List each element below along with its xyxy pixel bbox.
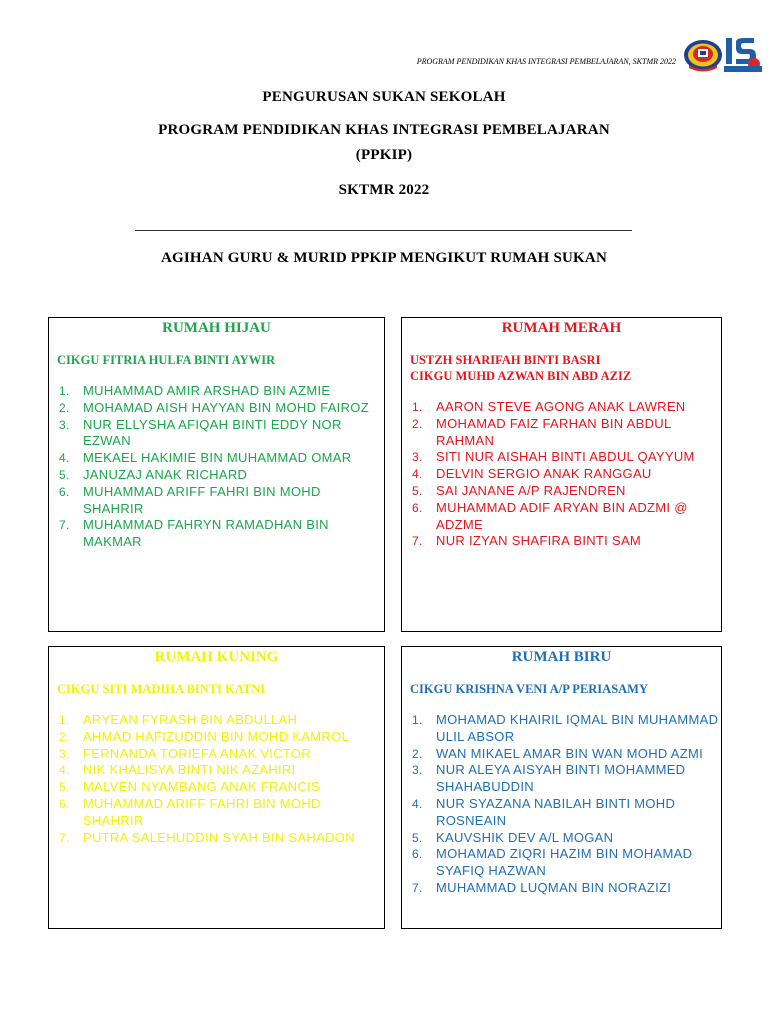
student-list-biru bbox=[402, 712, 721, 897]
list-item: 5. KAUVSHIK DEV A/L MOGAN bbox=[412, 829, 614, 845]
title-sktmr: SKTMR 2022 bbox=[338, 182, 430, 198]
list-item: 7. NUR IZYAN SHAFIRA BINTI SAM bbox=[412, 533, 642, 549]
student-name: NUR IZYAN SHAFIRA BINTI SAM bbox=[436, 533, 642, 549]
list-item: 4. NUR SYAZANA NABILAH BINTI MOHD ROSNEAIN bbox=[412, 795, 676, 828]
student-name: MOHAMAD AISH HAYYAN BIN MOHD FAIROZ bbox=[83, 399, 369, 415]
title-ppkip: (PPKIP) bbox=[355, 147, 413, 163]
list-item: 3. SITI NUR AISHAH BINTI ABDUL QAYYUM bbox=[412, 449, 695, 465]
teacher-name: CIKGU FITRIA HULFA BINTI AYWIR bbox=[57, 353, 276, 367]
list-item: 2. MOHAMAD FAIZ FARHAN BIN ABDUL RAHMAN bbox=[412, 415, 672, 448]
list-item: 2. AHMAD HAFIZUDDIN BIN MOHD KAMROL bbox=[59, 728, 350, 744]
list-item: 1. MOHAMAD KHAIRIL IQMAL BIN MUHAMMAD ULIL ABSOR bbox=[412, 712, 719, 744]
student-name: MOHAMAD KHAIRIL IQMAL BIN MUHAMMAD ULIL ABSOR bbox=[436, 712, 719, 744]
student-name: MOHAMAD FAIZ FARHAN BIN ABDUL RAHMAN bbox=[436, 415, 672, 448]
house-title-kuning: RUMAH KUNING bbox=[154, 649, 279, 665]
list-item: 3. NUR ELLYSHA AFIQAH BINTI EDDY NOR EZWAN bbox=[59, 416, 342, 449]
student-list-hijau bbox=[49, 383, 384, 551]
horizontal-divider bbox=[135, 230, 632, 231]
student-list-merah bbox=[402, 399, 721, 550]
house-title-merah: RUMAH MERAH bbox=[501, 320, 622, 336]
list-item: 6. MUHAMMAD ARIFF FAHRI BIN MOHD SHAHRIR bbox=[59, 483, 321, 516]
student-name: JANUZAJ ANAK RICHARD bbox=[83, 466, 248, 482]
teacher-name: CIKGU SITI MADIHA BINTI KATNI bbox=[57, 682, 266, 696]
list-item: 7. MUHAMMAD LUQMAN BIN NORAZIZI bbox=[412, 879, 672, 895]
list-item: 7. PUTRA SALEHUDDIN SYAH BIN SAHADON bbox=[59, 829, 355, 845]
list-item: 5. MALVEN NYAMBANG ANAK FRANCIS bbox=[59, 779, 320, 795]
list-item: 7. MUHAMMAD FAHRYN RAMADHAN BIN MAKMAR bbox=[59, 517, 329, 550]
list-item: 2. MOHAMAD AISH HAYYAN BIN MOHD FAIROZ bbox=[59, 399, 369, 415]
student-name: ARYEAN FYRASH BIN ABDULLAH bbox=[83, 712, 298, 727]
title-program: PROGRAM PENDIDIKAN KHAS INTEGRASI PEMBELAJARAN bbox=[158, 122, 610, 138]
list-item: 3. FERNANDA TORIEFA ANAK VICTOR bbox=[59, 745, 312, 761]
student-name: KAUVSHIK DEV A/L MOGAN bbox=[436, 829, 614, 845]
student-name: NUR ALEYA AISYAH BINTI MOHAMMED SHAHABUDDIN bbox=[436, 762, 686, 795]
house-title-biru: RUMAH BIRU bbox=[511, 649, 612, 665]
list-item: 3. NUR ALEYA AISYAH BINTI MOHAMMED SHAHABUDDIN bbox=[412, 762, 686, 795]
student-name: PUTRA SALEHUDDIN SYAH BIN SAHADON bbox=[83, 829, 355, 845]
teacher-name: CIKGU KRISHNA VENI A/P PERIASAMY bbox=[410, 682, 649, 696]
student-name: DELVIN SERGIO ANAK RANGGAU bbox=[436, 466, 652, 482]
list-item: 5. JANUZAJ ANAK RICHARD bbox=[59, 466, 248, 482]
program-badge-logo bbox=[724, 34, 762, 74]
student-name: MUHAMMAD FAHRYN RAMADHAN BIN MAKMAR bbox=[83, 517, 329, 550]
list-item: 1. AARON STEVE AGONG ANAK LAWREN bbox=[412, 399, 686, 414]
student-name: SITI NUR AISHAH BINTI ABDUL QAYYUM bbox=[436, 449, 695, 465]
student-name: MOHAMAD ZIQRI HAZIM BIN MOHAMAD SYAFIQ HAZWAN bbox=[436, 846, 693, 879]
teacher-name: CIKGU MUHD AZWAN BIN ABD AZIZ bbox=[410, 369, 632, 383]
house-box-kuning bbox=[48, 646, 385, 929]
list-item: 4. DELVIN SERGIO ANAK RANGGAU bbox=[412, 466, 652, 482]
school-crest-logo bbox=[683, 37, 723, 73]
house-box-hijau bbox=[48, 317, 385, 632]
student-name: MUHAMMAD LUQMAN BIN NORAZIZI bbox=[436, 879, 672, 895]
house-title-hijau: RUMAH HIJAU bbox=[162, 320, 271, 336]
title-agihan: AGIHAN GURU & MURID PPKIP MENGIKUT RUMAH SUKAN bbox=[160, 250, 607, 266]
list-item: 6. MUHAMMAD ARIFF FAHRI BIN MOHD SHAHRIR bbox=[59, 795, 321, 828]
student-name: WAN MIKAEL AMAR BIN WAN MOHD AZMI bbox=[436, 745, 704, 761]
house-box-merah bbox=[401, 317, 722, 632]
list-item: 5. SAI JANANE A/P RAJENDREN bbox=[412, 482, 626, 498]
student-name: AARON STEVE AGONG ANAK LAWREN bbox=[436, 399, 686, 414]
student-name: MUHAMMAD ARIFF FAHRI BIN MOHD SHAHRIR bbox=[83, 795, 321, 828]
student-name: NUR SYAZANA NABILAH BINTI MOHD ROSNEAIN bbox=[436, 795, 676, 828]
student-name: MUHAMMAD AMIR ARSHAD BIN AZMIE bbox=[83, 383, 331, 398]
title-pengurusan: PENGURUSAN SUKAN SEKOLAH bbox=[262, 89, 506, 105]
student-name: FERNANDA TORIEFA ANAK VICTOR bbox=[83, 745, 312, 761]
list-item: 4. MEKAEL HAKIMIE BIN MUHAMMAD OMAR bbox=[59, 450, 352, 466]
list-item: 4. NIK KHALISYA BINTI NIK AZAHIRI bbox=[59, 762, 296, 778]
list-item: 2. WAN MIKAEL AMAR BIN WAN MOHD AZMI bbox=[412, 745, 704, 761]
student-name: NUR ELLYSHA AFIQAH BINTI EDDY NOR EZWAN bbox=[83, 416, 342, 449]
list-item: 6. MUHAMMAD ADIF ARYAN BIN ADZMI @ ADZME bbox=[412, 499, 688, 532]
header-program-line: PROGRAM PENDIDIKAN KHAS INTEGRASI PEMBELAJARAN, SKTMR 2022 bbox=[416, 57, 676, 66]
list-item: 6. MOHAMAD ZIQRI HAZIM BIN MOHAMAD SYAFIQ HAZWAN bbox=[412, 846, 693, 879]
house-box-biru bbox=[401, 646, 722, 929]
teacher-name: USTZH SHARIFAH BINTI BASRI bbox=[410, 353, 601, 367]
student-name: MUHAMMAD ARIFF FAHRI BIN MOHD SHAHRIR bbox=[83, 483, 321, 516]
student-name: MEKAEL HAKIMIE BIN MUHAMMAD OMAR bbox=[83, 450, 352, 466]
student-name: NIK KHALISYA BINTI NIK AZAHIRI bbox=[83, 762, 296, 778]
student-name: MUHAMMAD ADIF ARYAN BIN ADZMI @ ADZME bbox=[436, 499, 688, 532]
student-list-kuning bbox=[49, 712, 384, 846]
list-item: 1. ARYEAN FYRASH BIN ABDULLAH bbox=[59, 712, 298, 727]
list-item: 1. MUHAMMAD AMIR ARSHAD BIN AZMIE bbox=[59, 383, 331, 398]
student-name: SAI JANANE A/P RAJENDREN bbox=[436, 482, 626, 498]
student-name: MALVEN NYAMBANG ANAK FRANCIS bbox=[83, 779, 320, 795]
student-name: AHMAD HAFIZUDDIN BIN MOHD KAMROL bbox=[83, 728, 350, 744]
